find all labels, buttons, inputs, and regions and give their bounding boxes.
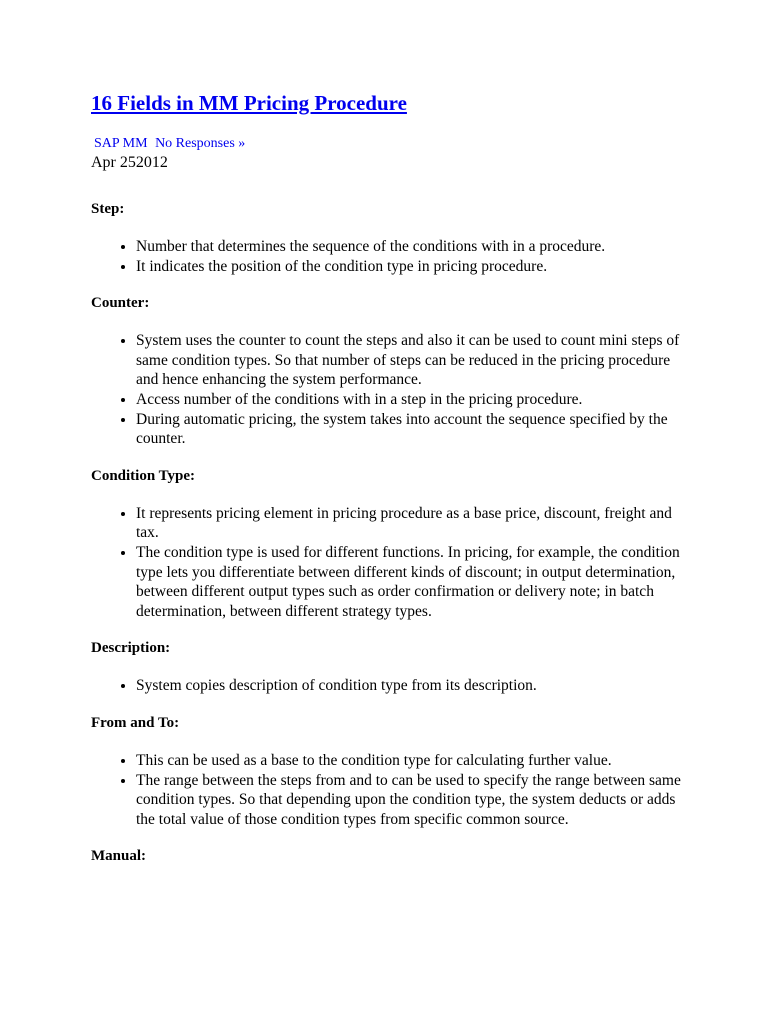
post-meta-links xyxy=(91,135,691,153)
list-item: • Access number of the conditions with in a step in the pricing procedure. xyxy=(136,390,691,410)
post-title-link[interactable]: 16 Fields in MM Pricing Procedure xyxy=(91,91,407,115)
section-heading: Description: xyxy=(91,640,171,657)
list-item: • It indicates the position of the condition type in pricing procedure. xyxy=(136,257,691,277)
responses-link[interactable]: No Responses » xyxy=(155,136,246,151)
list-item: • The condition type is used for different functions. In pricing, for example, the condition type lets you differentiate between different kinds of discount; in output determination, between different output types such as order confirmation or delivery note; in batch determination, between different strategy types. xyxy=(136,543,691,621)
bullet-list xyxy=(91,331,691,449)
list-item: • During automatic pricing, the system takes into account the sequence specified by the counter. xyxy=(136,410,691,449)
bullet-list xyxy=(91,237,691,276)
list-item: • This can be used as a base to the condition type for calculating further value. xyxy=(136,751,691,771)
post-date: Apr 252012 xyxy=(91,154,168,171)
bullet-list xyxy=(91,751,691,829)
section-heading: Counter: xyxy=(91,295,150,312)
section-heading: Manual: xyxy=(91,848,147,865)
section-step xyxy=(91,200,691,276)
list-item: • System copies description of condition type from its description. xyxy=(136,676,691,696)
category-link[interactable]: SAP MM xyxy=(94,136,148,151)
section-heading: Condition Type: xyxy=(91,467,196,484)
list-item: • It represents pricing element in pricing procedure as a base price, discount, freight and tax. xyxy=(136,504,691,543)
section-counter xyxy=(91,294,691,449)
bullet-list xyxy=(91,504,691,622)
section-heading: From and To: xyxy=(91,714,180,731)
list-item: • Number that determines the sequence of the conditions with in a procedure. xyxy=(136,237,691,257)
section-manual xyxy=(91,847,691,866)
document-page xyxy=(91,88,691,866)
section-description xyxy=(91,639,691,696)
list-item: • The range between the steps from and to can be used to specify the range between same condition types. So that depending upon the condition type, the system deducts or adds the total value of those condition types from specific common source. xyxy=(136,771,691,830)
section-condition-type xyxy=(91,467,691,622)
section-from-and-to xyxy=(91,714,691,829)
bullet-list xyxy=(91,676,691,696)
section-heading: Step: xyxy=(91,201,125,217)
post-title xyxy=(91,88,691,118)
list-item: • System uses the counter to count the steps and also it can be used to count mini steps of same condition types. So that number of steps can be reduced in the pricing procedure and hence enhancing the system performance. xyxy=(136,331,691,390)
